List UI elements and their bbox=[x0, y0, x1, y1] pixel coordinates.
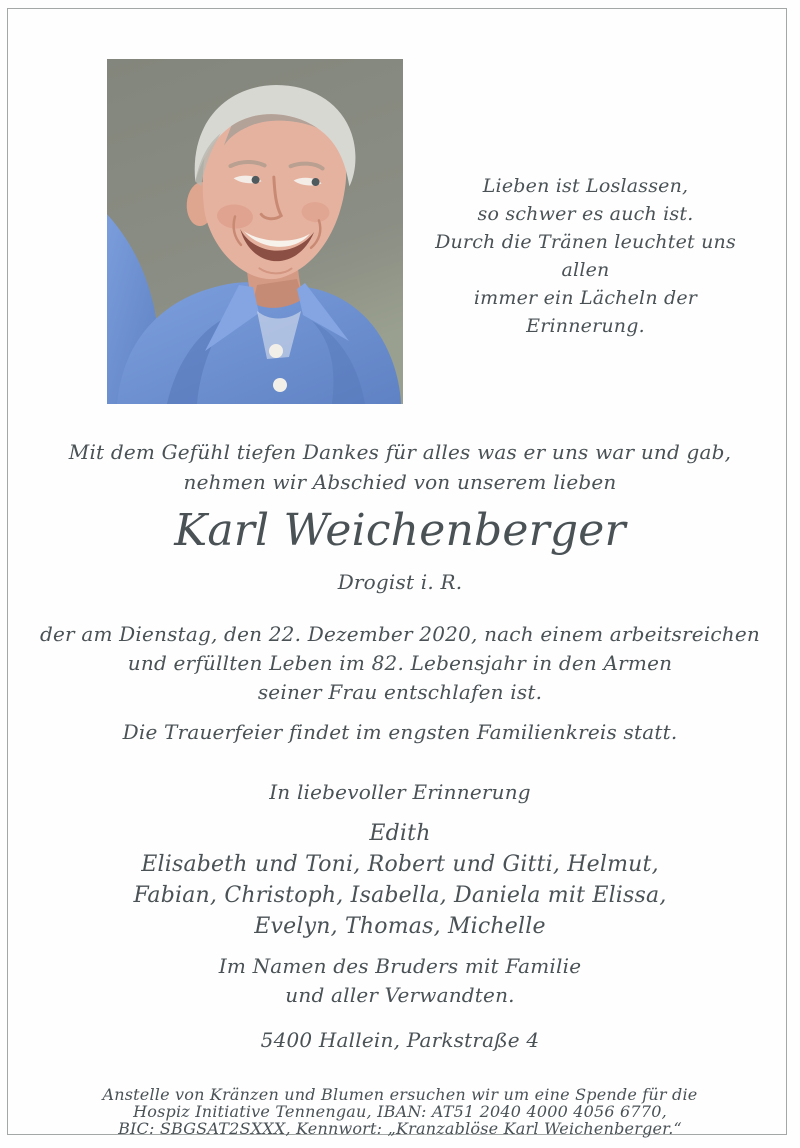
donation-notice bbox=[10, 1086, 790, 1137]
donation-line: Anstelle von Kränzen und Blumen ersuchen wir um eine Spende für die bbox=[102, 1085, 698, 1104]
intro-text bbox=[10, 437, 790, 497]
portrait-photo-graphic bbox=[107, 59, 403, 404]
mourner-line: Evelyn, Thomas, Michelle bbox=[254, 914, 546, 939]
death-info-line: seiner Frau entschlafen ist. bbox=[257, 680, 543, 704]
death-info bbox=[10, 620, 790, 707]
memorial-poem bbox=[428, 172, 743, 340]
portrait-photo bbox=[107, 59, 403, 404]
on-behalf-line: und aller Verwandten. bbox=[285, 983, 515, 1007]
poem-line: immer ein Lächeln der Erinnerung. bbox=[473, 287, 698, 337]
deceased-name: Karl Weichenberger bbox=[174, 505, 626, 556]
intro-line: Mit dem Gefühl tiefen Dankes für alles was er uns war und gab, bbox=[68, 440, 732, 464]
death-info-line: der am Dienstag, den 22. Dezember 2020, nach einem arbeitsreichen bbox=[39, 622, 761, 646]
intro-line: nehmen wir Abschied von unserem lieben bbox=[183, 470, 617, 494]
poem-line: Lieben ist Loslassen, bbox=[482, 175, 689, 197]
deceased-profession: Drogist i. R. bbox=[337, 570, 463, 594]
mourners-list bbox=[10, 818, 790, 942]
remembrance-heading: In liebevoller Erinnerung bbox=[269, 780, 531, 804]
death-info-line: und erfüllten Leben im 82. Lebensjahr in den Armen bbox=[127, 651, 673, 675]
ceremony-notice: Die Trauerfeier findet im engsten Familienkreis statt. bbox=[122, 720, 678, 744]
on-behalf-line: Im Namen des Bruders mit Familie bbox=[218, 954, 582, 978]
on-behalf-text bbox=[10, 952, 790, 1010]
poem-line: so schwer es auch ist. bbox=[477, 203, 694, 225]
poem-line: Durch die Tränen leuchtet uns allen bbox=[435, 231, 736, 281]
address-line: 5400 Hallein, Parkstraße 4 bbox=[260, 1028, 540, 1052]
mourner-line: Fabian, Christoph, Isabella, Daniela mit Elissa, bbox=[133, 883, 667, 908]
mourner-line: Edith bbox=[369, 821, 431, 846]
donation-line: BIC: SBGSAT2SXXX, Kennwort: „Kranzablöse Karl Weichenberger.“ bbox=[118, 1119, 682, 1138]
mourner-line: Elisabeth und Toni, Robert und Gitti, Helmut, bbox=[141, 852, 659, 877]
donation-line: Hospiz Initiative Tennengau, IBAN: AT51 2040 4000 4056 6770, bbox=[133, 1102, 667, 1121]
